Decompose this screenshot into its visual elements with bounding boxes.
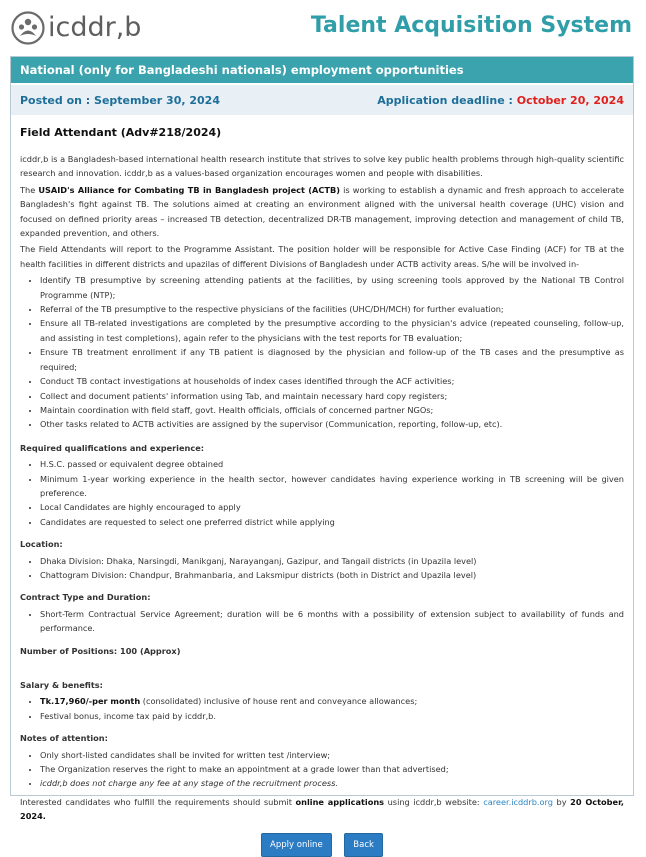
- list-item: • Short-Term Contractual Service Agreement; duration will be 6 months with a possibility of extension subject to availability of funds and performance.: [40, 607, 624, 636]
- posted-date: Posted on : September 30, 2024: [20, 94, 220, 107]
- qualifications-heading: Required qualifications and experience:: [20, 442, 205, 453]
- list-item: • Minimum 1-year working experience in the health sector, however candidates having experience working in TB screening will be given preference.: [40, 472, 624, 501]
- positions-count: Number of Positions: 100 (Approx): [20, 645, 181, 656]
- list-item: • Referral of the TB presumptive to the respective physicians of the facilities (UHC/DH/MCH) for further evaluation;: [40, 302, 624, 316]
- text: Interested candidates who fulfill the requirements should submit: [20, 796, 296, 807]
- contract-heading: Contract Type and Duration:: [20, 592, 151, 603]
- list-item: • Only short-listed candidates shall be invited for written test /interview;: [40, 748, 624, 762]
- list-item: • Maintain coordination with field staff, govt. Health officials, officials of concerned partner NGOs;: [40, 403, 624, 417]
- job-description: [11, 126, 633, 857]
- apply-instructions: [20, 795, 624, 824]
- text: (consolidated) inclusive of house rent and conveyance allowances;: [140, 696, 418, 707]
- text: The: [20, 184, 39, 195]
- job-panel: [10, 56, 634, 850]
- list-item: • Identify TB presumptive by screening attending patients at the facilities, by using screening tools approved by the National TB Control Programme (NTP);: [40, 273, 624, 302]
- list-item: • Other tasks related to ACTB activities are assigned by the supervisor (Communication, reporting, follow-up, etc).: [40, 417, 624, 431]
- notes-heading: Notes of attention:: [20, 733, 108, 744]
- location-list: [20, 554, 624, 583]
- duties-list: [20, 273, 624, 431]
- deadline-label: Application deadline :: [377, 94, 517, 107]
- text: using icddr,b website:: [384, 796, 484, 807]
- logo-emblem-icon: [11, 11, 45, 45]
- action-buttons: [20, 833, 624, 857]
- spacer: [20, 660, 624, 672]
- job-title: Field Attendant (Adv#218/2024): [20, 126, 222, 139]
- salary-amount: Tk.17,960/-per month: [40, 696, 141, 707]
- apply-by-date: 20 October, 2024.: [20, 796, 625, 822]
- text: by: [552, 796, 571, 807]
- deadline-date: October 20, 2024: [516, 94, 624, 107]
- salary-list: [20, 694, 624, 723]
- list-item: • Local Candidates are highly encouraged to apply: [40, 500, 624, 514]
- qualifications-list: [20, 457, 624, 529]
- list-item: • Conduct TB contact investigations at households of index cases identified through the ACF activities;: [40, 374, 624, 388]
- system-title: Talent Acquisition System: [310, 13, 632, 38]
- list-item: • Dhaka Division: Dhaka, Narsingdi, Manikganj, Narayanganj, Gazipur, and Tangail districts (in Upazila level): [40, 554, 624, 568]
- list-item: • Candidates are requested to select one preferred district while applying: [40, 515, 624, 529]
- apply-online-button[interactable]: Apply online: [261, 833, 332, 857]
- list-item: • icddr,b does not charge any fee at any stage of the recruitment process.: [40, 776, 624, 790]
- icddrb-logo[interactable]: [11, 8, 141, 48]
- back-button[interactable]: Back: [344, 833, 383, 857]
- list-item: [40, 694, 624, 708]
- project-name: USAID's Alliance for Combating TB in Bangladesh project (ACTB): [38, 184, 340, 195]
- location-heading: Location:: [20, 539, 63, 550]
- list-item: • Festival bonus, income tax paid by icddr,b.: [40, 709, 624, 723]
- list-item: • The Organization reserves the right to make an appointment at a grade lower than that advertised;: [40, 762, 624, 776]
- dates-bar: [11, 85, 633, 115]
- intro-paragraph: icddr,b is a Bangladesh-based international health research institute that strives to solve key public health problems through high-quality scientific research and innovation. icddr,b as a values-based organization encourages women and people with disabilities.: [20, 154, 624, 179]
- list-item: • Chattogram Division: Chandpur, Brahmanbaria, and Laksmipur districts (both in District and Upazila level): [40, 568, 624, 582]
- list-item: • Collect and document patients' information using Tab, and maintain necessary hard copy registers;: [40, 389, 624, 403]
- salary-heading: Salary & benefits:: [20, 680, 103, 690]
- project-paragraph: [20, 183, 624, 241]
- career-site-link[interactable]: career.icddrb.org: [483, 796, 553, 807]
- notes-list: [20, 748, 624, 791]
- brand-name: icddr,b: [48, 12, 142, 43]
- responsibility-paragraph: The Field Attendants will report to the Programme Assistant. The position holder will be responsible for Active Case Finding (ACF) for TB at the health facilities in different districts and upazilas of different Divisions of Bangladesh under ACTB activity areas. S/he will be involved in-: [20, 244, 624, 269]
- top-header: [0, 0, 646, 56]
- list-item: • Ensure all TB-related investigations are completed by the presumptive according to the physician's advice (repeated counseling, follow-up, and assisting in test completions), again refer to the physicians with the test reports for TB evaluation;: [40, 316, 624, 345]
- contract-list: [20, 607, 624, 636]
- text: online applications: [295, 796, 385, 807]
- application-deadline: [377, 94, 624, 107]
- text: is working to establish a dynamic and fresh approach to accelerate Bangladesh's fight against TB. The solutions aimed at creating an environment aligned with the universal health coverage (UHC) vision and focused on defined priority areas – increased TB detection, decentralized DR-TB management, improving detection and management of child TB, expanded prevention, and others.: [20, 184, 624, 239]
- list-item: • Ensure TB treatment enrollment if any TB patient is diagnosed by the physician and follow-up of the TB cases and the presumptive as required;: [40, 345, 624, 374]
- list-item: • H.S.C. passed or equivalent degree obtained: [40, 457, 624, 471]
- panel-heading: National (only for Bangladeshi nationals) employment opportunities: [11, 57, 633, 83]
